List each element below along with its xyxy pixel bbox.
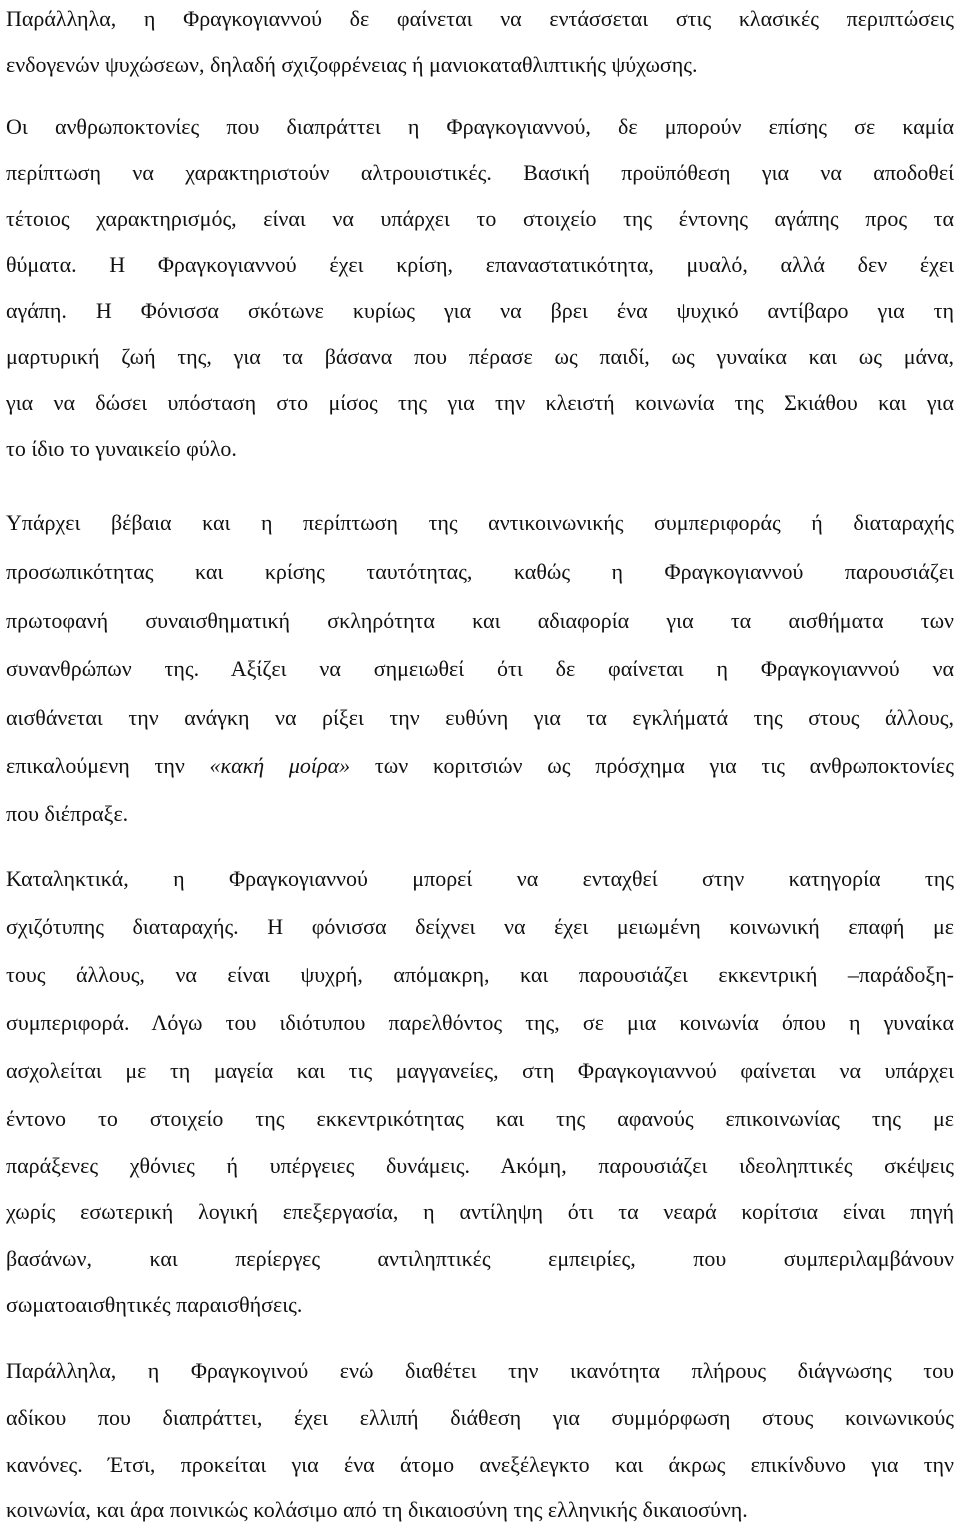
text-line: Οι ανθρωποκτονίες που διαπράττει η Φραγκογιαννού, δε μπορούν επίσης σε καμία [6, 114, 954, 139]
text-line: αδίκου που διαπράττει, έχει ελλιπή διάθεση για συμμόρφωση στους κοινωνικούς [6, 1405, 954, 1430]
text-line: Καταληκτικά, η Φραγκογιαννού μπορεί να ενταχθεί στην κατηγορία της [6, 866, 954, 891]
text-line: πρωτοφανή συναισθηματική σκληρότητα και αδιαφορία για τα αισθήματα των [6, 608, 954, 633]
text-line: παράξενες χθόνιες ή υπέργειες δυνάμεις. Ακόμη, παρουσιάζει ιδεοληπτικές σκέψεις [6, 1153, 954, 1178]
text-line: Υπάρχει βέβαια και η περίπτωση της αντικοινωνικής συμπεριφοράς ή διαταραχής [6, 510, 954, 535]
text-line: ασχολείται με τη μαγεία και τις μαγγανείες, στη Φραγκογιαννού φαίνεται να υπάρχει [6, 1058, 954, 1083]
text-line: για να δώσει υπόσταση στο μίσος της για την κλειστή κοινωνία της Σκιάθου και για [6, 390, 954, 415]
text-line: χωρίς εσωτερική λογική επεξεργασία, η αντίληψη ότι τα νεαρά κορίτσια είναι πηγή [6, 1199, 954, 1224]
emphasized-phrase: «κακή μοίρα» [209, 753, 351, 778]
text-line: τους άλλους, να είναι ψυχρή, απόμακρη, και παρουσιάζει εκκεντρική –παράδοξη- [6, 962, 954, 987]
text-line: συνανθρώπων της. Αξίζει να σημειωθεί ότι δε φαίνεται η Φραγκογιαννού να [6, 656, 954, 681]
text-line: που διέπραξε. [6, 801, 129, 826]
text-line: ενδογενών ψυχώσεων, δηλαδή σχιζοφρένειας ή μανιοκαταθλιπτικής ψύχωσης. [6, 52, 698, 77]
text-line: συμπεριφορά. Λόγω του ιδιότυπου παρελθόντος της, σε μια κοινωνία όπου η γυναίκα [6, 1010, 954, 1035]
text-line-with-emphasis [6, 751, 954, 781]
text-line: σχιζότυπης διαταραχής. Η φόνισσα δείχνει να έχει μειωμένη κοινωνική επαφή με [6, 914, 954, 939]
text-line: περίπτωση να χαρακτηριστούν αλτρουιστικές. Βασική προϋπόθεση για να αποδοθεί [6, 160, 954, 185]
text-line: το ίδιο το γυναικείο φύλο. [6, 436, 237, 461]
text-line: σωματοαισθητικές παραισθήσεις. [6, 1292, 303, 1317]
text-line: Παράλληλα, η Φραγκογιαννού δε φαίνεται να εντάσσεται στις κλασικές περιπτώσεις [6, 6, 954, 31]
text-line: αγάπη. Η Φόνισσα σκότωνε κυρίως για να βρει ένα ψυχικό αντίβαρο για τη [6, 298, 954, 323]
text-line: θύματα. Η Φραγκογιαννού έχει κρίση, επαναστατικότητα, μυαλό, αλλά δεν έχει [6, 252, 954, 277]
text-line: κοινωνία, και άρα ποινικώς κολάσιμο από τη δικαιοσύνη της ελληνικής δικαιοσύνη. [6, 1497, 748, 1522]
text-line: Παράλληλα, η Φραγκογινού ενώ διαθέτει την ικανότητα πλήρους διάγνωσης του [6, 1358, 954, 1383]
text-line: έντονο το στοιχείο της εκκεντρικότητας και της αφανούς επικοινωνίας της με [6, 1106, 954, 1131]
text-line: μαρτυρική ζωή της, για τα βάσανα που πέρασε ως παιδί, ως γυναίκα και ως μάνα, [6, 344, 954, 369]
text-line: προσωπικότητας και κρίσης ταυτότητας, καθώς η Φραγκογιαννού παρουσιάζει [6, 559, 954, 584]
text-segment: επικαλούμενη την [6, 753, 210, 778]
text-line: αισθάνεται την ανάγκη να ρίξει την ευθύνη για τα εγκλήματά της στους άλλους, [6, 705, 954, 730]
text-line: τέτοιος χαρακτηρισμός, είναι να υπάρχει το στοιχείο της έντονης αγάπης προς τα [6, 206, 954, 231]
text-segment: των κοριτσιών ως πρόσχημα για τις ανθρωποκτονίες [350, 753, 954, 778]
text-line: κανόνες. Έτσι, προκείται για ένα άτομο ανεξέλεγκτο και άκρως επικίνδυνο για την [6, 1452, 954, 1477]
text-line: βασάνων, και περίεργες αντιληπτικές εμπειρίες, που συμπεριλαμβάνουν [6, 1246, 954, 1271]
